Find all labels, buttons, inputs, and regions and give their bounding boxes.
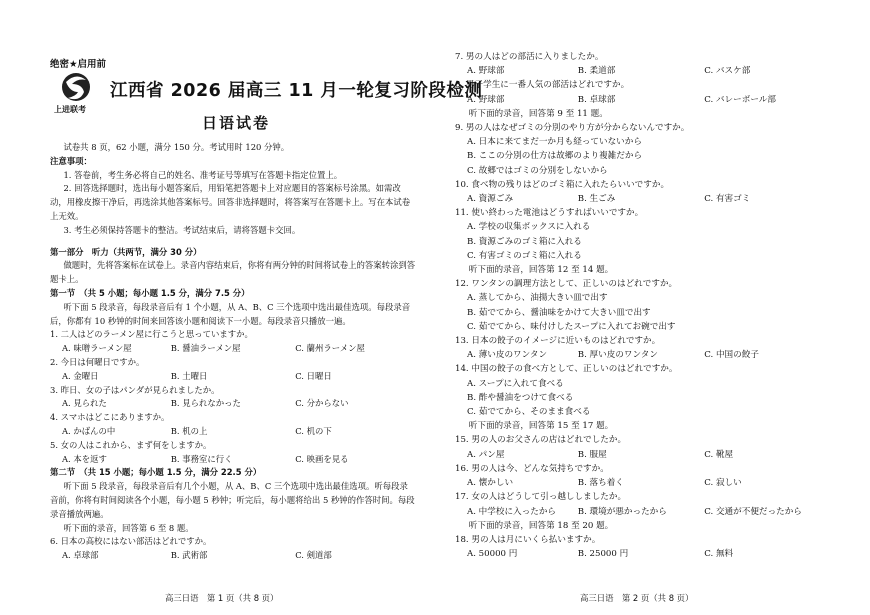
question-stem: 17. 女の人はどうして引っ越ししましたか。 [455, 492, 627, 503]
question-stem: 1. 二人はどのラーメン屋に行こうと思っていますか。 [50, 329, 253, 340]
option-a: A. 野球部 [467, 94, 505, 105]
option-line: A. スープに入れて食べる [467, 378, 564, 389]
option-line: C. 有害ゴミのゴミ箱に入れる [467, 250, 582, 261]
question-group [50, 328, 416, 466]
option-b: B. 柔道部 [577, 66, 616, 77]
option-a: A. 薄い皮のワンタン [467, 350, 548, 361]
option-line: A. 日本に来てまだ一か月も経っていないから [467, 137, 642, 148]
option-c: C. 映画を見る [295, 453, 349, 464]
option-c: C. 剣道部 [295, 550, 332, 561]
question-stem: 15. 男の人のお父さんの店はどれでしたか。 [455, 435, 627, 446]
question-stem: 7. 男の人はどの部活に入りましたか。 [455, 52, 604, 62]
option-line: B. ここの分別の仕方は故郷のより複雑だから [467, 151, 643, 162]
option-b: B. 机の上 [170, 425, 208, 436]
option-a: A. 50000 円 [467, 549, 518, 560]
question-stem: 5. 女の人はこれから、まず何をしますか。 [50, 439, 212, 450]
option-line: B. 酢や醤油をつけて食べる [467, 392, 574, 403]
option-c: C. 中国の餃子 [704, 350, 759, 361]
options-row [455, 192, 827, 206]
section1-desc: 听下面 5 段录音，每段录音后有 1 个小题，从 A、B、C 三个选项中选出最佳选项。每段录音后，你都有 10 秒钟的时间来回答该小题和阅读下一小题。每段录音只播放一遍。 [50, 301, 411, 326]
option-line: A. 蒸してから、油揚大きい皿で出す [467, 293, 608, 304]
option-c: C. バレーボール部 [704, 94, 776, 105]
listen-instruction: 听下面的录音，回答第 18 至 20 题。 [468, 520, 614, 531]
question-stem: 12. ワンタンの調理方法として、正しいのはどれですか。 [455, 279, 678, 290]
options-row [455, 505, 827, 519]
exam-subtitle: 日语试卷 [202, 114, 271, 132]
option-a: A. 金曜日 [62, 370, 99, 381]
option-a: A. パン屋 [467, 449, 505, 460]
note-item: 1. 答卷前，考生务必将自己的姓名、准考证号等填写在答题卡指定位置上。 [63, 169, 343, 180]
options-row [455, 448, 827, 462]
option-c: C. 靴屋 [704, 449, 734, 460]
exam-logo-icon [52, 70, 104, 116]
option-b: B. 武術部 [170, 550, 208, 561]
option-b: B. 醤油ラーメン屋 [170, 343, 241, 354]
options-row [455, 476, 827, 490]
options-row [50, 453, 416, 467]
options-row [455, 64, 827, 78]
exam-title: 江西省 2026 届高三 11 月一轮复习阶段检测 [110, 81, 483, 101]
question-stem: 3. 昨日、女の子はパンダが見られましたか。 [50, 384, 220, 395]
question-stem: 11. 使い終わった電池はどうすればいいですか。 [455, 208, 644, 219]
section2-heading: 第二节 （共 15 小题；每小题 1.5 分，满分 22.5 分） [50, 467, 262, 478]
left-column [50, 141, 416, 563]
section2-desc: 听下面 5 段录音，每段录音后有几个小题，从 A、B、C 三个选项中选出最佳选项。听每段录音前，你将有时间阅读各个小题，每小题 5 秒钟；听完后，每小题将给出 5 秒钟的作答时间。每段录音播放两遍。 [50, 481, 415, 519]
part1-heading: 第一部分 听力（共两节，满分 30 分） [50, 246, 202, 257]
question-stem: 18. 男の人は月にいくら払いますか。 [455, 534, 601, 545]
option-b: B. 事務室に行く [170, 453, 233, 464]
option-a: A. かばんの中 [62, 425, 116, 436]
option-line: B. 資源ごみのゴミ箱に入れる [467, 236, 582, 247]
note-item: 2. 回答选择题时，选出每小题答案后，用铅笔把答题卡上对应题目的答案标号涂黑。如需改动，用橡皮擦干净后，再选涂其他答案标号。回答非选择题时，将答案写在答题卡上。写在本试卷上无效。 [50, 183, 411, 221]
option-c: C. 無料 [704, 549, 734, 560]
intro-text: 试卷共 8 页，62 小题，满分 150 分。考试用时 120 分钟。 [63, 142, 290, 152]
option-b: B. 環境が悪かったから [577, 506, 667, 517]
question-stem: 4. スマホはどこにありますか。 [50, 412, 170, 423]
option-a: A. 本を返す [62, 453, 107, 464]
option-b: B. 厚い皮のワンタン [577, 350, 658, 361]
listen-instruction: 听下面的录音，回答第 12 至 14 题。 [468, 265, 614, 276]
note-item: 3. 考生必须保持答题卡的整洁。考试结束后，请将答题卡交回。 [63, 224, 301, 235]
option-c: C. 机の下 [295, 425, 332, 436]
option-line: A. 学校の収集ボックスに入れる [467, 222, 591, 233]
question-stem: 16. 男の人は今、どんな気持ちですか。 [455, 463, 609, 474]
options-row [50, 549, 416, 563]
option-c: C. 蘭州ラーメン屋 [295, 343, 365, 354]
part1-desc: 做题时，先将答案标在试卷上。录音内容结束后，你将有两分钟的时间将试卷上的答案转涂到答题卡上。 [50, 260, 416, 285]
question-stem: 6. 日本の高校にはない部活はどれですか。 [50, 536, 212, 547]
options-row [455, 547, 827, 561]
option-b: B. 落ち着く [577, 478, 624, 489]
options-row [50, 397, 416, 411]
option-b: B. 見られなかった [170, 398, 241, 409]
option-c: C. 有害ゴミ [704, 194, 751, 205]
option-a: A. 資源ごみ [467, 194, 514, 205]
question-stem: 14. 中国の餃子の食べ方として、正しいのはどれですか。 [455, 364, 678, 375]
option-a: A. 懐かしい [467, 478, 514, 489]
listen-instruction: 听下面的录音，回答第 15 至 17 题。 [468, 421, 614, 432]
option-b: B. 25000 円 [577, 549, 629, 560]
option-line: B. 茹でてから、醤油味をかけて大きい皿で出す [467, 307, 651, 318]
option-b: B. 土曜日 [170, 370, 208, 381]
option-a: A. 卓球部 [62, 550, 99, 561]
footer-right: 高三日语 第 2 页（共 8 页） [580, 593, 694, 603]
logo-text: 上进联考 [54, 105, 86, 114]
option-c: C. 寂しい [704, 478, 742, 489]
option-a: A. 野球部 [467, 66, 505, 77]
listen-instruction: 听下面的录音，回答第 6 至 8 题。 [63, 522, 194, 533]
option-line: C. 茹でてから、味付けしたスープに入れてお碗で出す [467, 321, 676, 332]
confidential-label: 绝密★启用前 [50, 59, 107, 70]
option-a: A. 味噌ラーメン屋 [62, 343, 132, 354]
option-line: C. 茹でてから、そのまま食べる [467, 407, 591, 418]
options-row [50, 370, 416, 384]
question-stem: 8. 男子学生に一番人気の部活はどれですか。 [455, 80, 630, 91]
notes-heading: 注意事项： [50, 155, 92, 166]
options-row [455, 348, 827, 362]
listen-instruction: 听下面的录音，回答第 9 至 11 题。 [468, 108, 608, 119]
options-row [455, 93, 827, 107]
option-c: C. 日曜日 [295, 370, 332, 381]
options-row [50, 342, 416, 356]
section1-heading: 第一节 （共 5 小题；每小题 1.5 分，满分 7.5 分） [50, 287, 250, 298]
question-stem: 13. 日本の餃子のイメージに近いものはどれですか。 [455, 336, 661, 347]
question-stem: 10. 食べ物の残りはどのゴミ箱に入れたらいいですか。 [455, 179, 670, 190]
options-row [50, 425, 416, 439]
right-column [455, 50, 827, 561]
question-stem: 9. 男の人はなぜゴミの分別のやり方が分からないんですか。 [455, 123, 690, 134]
option-a: A. 中学校に入ったから [467, 506, 557, 517]
option-a: A. 見られた [62, 398, 107, 409]
option-c: C. 分からない [295, 398, 349, 409]
option-c: C. バスケ部 [704, 66, 751, 77]
option-line: C. 故郷ではゴミの分別をしないから [467, 165, 608, 176]
option-b: B. 卓球部 [577, 94, 616, 105]
option-b: B. 服屋 [577, 449, 607, 460]
footer-left: 高三日语 第 1 页（共 8 页） [165, 593, 279, 603]
question-stem: 2. 今日は何曜日ですか。 [50, 356, 145, 367]
option-b: B. 生ごみ [577, 194, 616, 205]
option-c: C. 交通が不便だったから [704, 506, 802, 517]
